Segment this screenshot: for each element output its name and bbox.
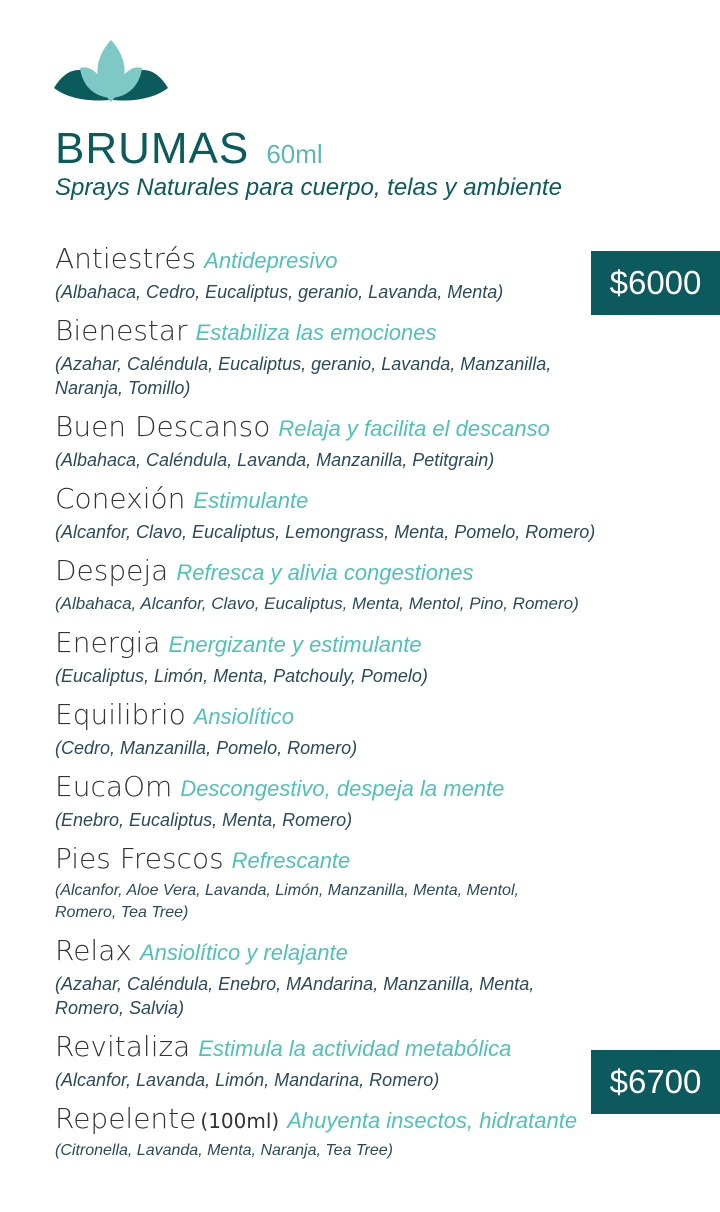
list-item (55, 842, 615, 924)
product-ingredients: (Enebro, Eucaliptus, Menta, Romero) (55, 810, 353, 830)
list-item (55, 1030, 615, 1092)
list-item (55, 314, 615, 400)
product-benefit: Ansiolítico (193, 704, 295, 729)
product-name: Relax (55, 934, 132, 967)
product-ingredients: (Albahaca, Caléndula, Lavanda, Manzanilla, Petitgrain) (55, 450, 495, 470)
product-ingredients: (Albahaca, Cedro, Eucaliptus, geranio, Lavanda, Menta) (55, 282, 504, 302)
product-benefit: Relaja y facilita el descanso (278, 416, 550, 441)
product-ingredients: (Azahar, Caléndula, Eucaliptus, geranio, Lavanda, Manzanilla, Naranja, Tomillo) (55, 354, 552, 398)
product-name: Energia (55, 626, 161, 659)
product-benefit: Estimulante (193, 488, 309, 513)
title-size: 60ml (266, 139, 323, 169)
product-benefit: Refresca y alivia congestiones (176, 560, 474, 585)
list-item (55, 410, 615, 472)
product-name: EucaOm (55, 770, 173, 803)
list-item (55, 626, 615, 688)
product-ingredients: (Eucaliptus, Limón, Menta, Patchouly, Pomelo) (55, 666, 428, 686)
page-subtitle: Sprays Naturales para cuerpo, telas y ambiente (55, 174, 562, 201)
product-ingredients: (Alcanfor, Clavo, Eucaliptus, Lemongrass, Menta, Pomelo, Romero) (55, 522, 596, 542)
product-benefit: Estabiliza las emociones (195, 320, 437, 345)
product-benefit: Ahuyenta insectos, hidratante (287, 1108, 578, 1133)
product-ingredients: (Cedro, Manzanilla, Pomelo, Romero) (55, 738, 358, 758)
list-item (55, 482, 615, 544)
product-benefit: Refrescante (231, 848, 351, 873)
product-name: Conexión (55, 482, 186, 515)
product-list (55, 242, 615, 1172)
product-ingredients: (Albahaca, Alcanfor, Clavo, Eucaliptus, Menta, Mentol, Pino, Romero) (55, 594, 579, 613)
list-item (55, 770, 615, 832)
page-title (55, 124, 323, 174)
list-item (55, 1102, 615, 1162)
product-name: Repelente (55, 1102, 197, 1135)
product-volume: (100ml) (200, 1109, 280, 1133)
lotus-icon (52, 38, 170, 104)
product-name: Buen Descanso (55, 410, 271, 443)
product-ingredients: (Azahar, Caléndula, Enebro, MAndarina, Manzanilla, Menta, Romero, Salvia) (55, 974, 535, 1018)
product-name: Equilibrio (55, 698, 186, 731)
product-ingredients: (Alcanfor, Lavanda, Limón, Mandarina, Romero) (55, 1070, 440, 1090)
title-text: BRUMAS (55, 124, 250, 173)
list-item (55, 554, 615, 616)
list-item (55, 242, 615, 304)
product-name: Pies Frescos (55, 842, 224, 875)
list-item (55, 698, 615, 760)
product-benefit: Energizante y estimulante (168, 632, 422, 657)
product-benefit: Antidepresivo (204, 248, 338, 273)
product-name: Revitaliza (55, 1030, 191, 1063)
product-name: Bienestar (55, 314, 188, 347)
product-ingredients: (Alcanfor, Aloe Vera, Lavanda, Limón, Manzanilla, Menta, Mentol, Romero, Tea Tree) (55, 882, 519, 921)
list-item (55, 934, 615, 1020)
price-badge-repelente: $6700 (591, 1050, 720, 1114)
product-benefit: Descongestivo, despeja la mente (180, 776, 505, 801)
product-ingredients: (Citronella, Lavanda, Menta, Naranja, Tea Tree) (55, 1142, 393, 1159)
product-benefit: Estimula la actividad metabólica (198, 1036, 512, 1061)
price-badge-standard: $6000 (591, 251, 720, 315)
product-name: Antiestrés (55, 242, 197, 275)
product-name: Despeja (55, 554, 169, 587)
product-benefit: Ansiolítico y relajante (139, 940, 348, 965)
